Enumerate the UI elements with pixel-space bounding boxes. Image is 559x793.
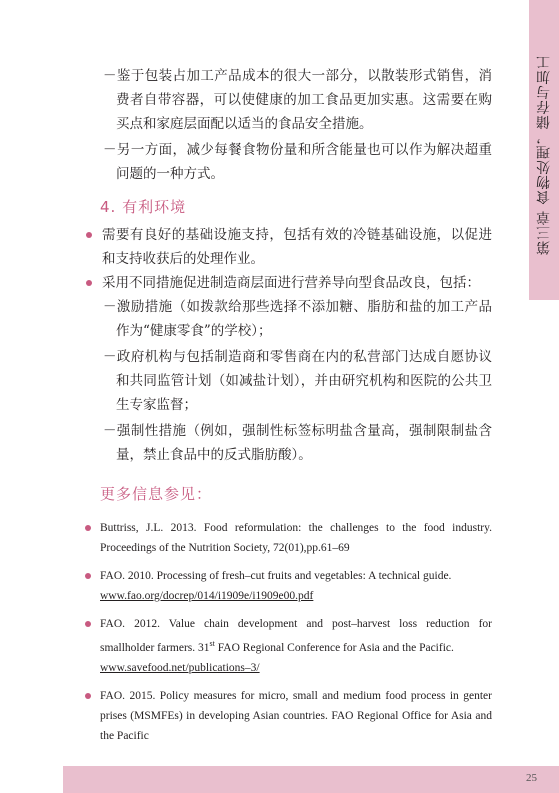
footer-band (63, 766, 559, 793)
more-info-heading: 更多信息参见： (100, 485, 213, 503)
bullet-item: 采用不同措施促进制造商层面进行营养导向型食品改良，包括： (82, 271, 492, 295)
reference-text: FAO. 2012. Value chain development and post–harvest loss reduction for smallholder farmers. 31 (100, 618, 492, 654)
reference-text: FAO Regional Conference for Asia and the Pacific. (214, 641, 454, 654)
reference-link[interactable]: www.savefood.net/publications–3/ (100, 661, 260, 674)
reference-item (82, 566, 492, 606)
reference-item (82, 518, 492, 558)
section-heading: 4. 有利环境 (100, 198, 187, 216)
superscript: st (209, 639, 215, 648)
chapter-title: 第三章 食物处理，储存与加工 (536, 54, 552, 256)
list-subitem: －另一方面，减少每餐食物份量和所含能量也可以作为解决超重问题的一种方式。 (103, 142, 492, 182)
reference-item (82, 614, 492, 678)
reference-text: Buttriss, J.L. 2013. Food reformulation: the challenges to the food industry. Proceedings of the Nutrition Society, 72(01),pp.61–69 (100, 522, 492, 554)
reference-text: FAO. 2015. Policy measures for micro, small and medium food process in genter prises (MSMFEs) in developing Asian countries. FAO Regional Office for Asia and the Pacific (100, 689, 492, 742)
page-content (82, 64, 492, 754)
reference-link[interactable]: www.fao.org/docrep/014/i1909e/i1909e00.pdf (100, 590, 314, 602)
reference-text: FAO. 2010. Processing of fresh–cut fruits and vegetables: A technical guide. (100, 570, 452, 582)
list-subitem: －激励措施（如拨款给那些选择不添加糖、脂肪和盐的加工产品作为“健康零食”的学校）； (103, 299, 492, 339)
list-subitem: －强制性措施（例如，强制性标签标明盐含量高，强制限制盐含量，禁止食品中的反式脂肪酸）。 (103, 423, 492, 463)
list-subitem: －鉴于包装占加工产品成本的很大一部分，以散装形式销售，消费者自带容器，可以使健康的加工食品更加实惠。这需要在购买点和家庭层面配以适当的食品安全措施。 (103, 68, 492, 132)
reference-item (82, 686, 492, 746)
bullet-item: 需要有良好的基础设施支持，包括有效的冷链基础设施，以促进和支持收获后的处理作业。 (82, 223, 492, 271)
list-subitem: －政府机构与包括制造商和零售商在内的私营部门达成自愿协议和共同监管计划（如减盐计划），并由研究机构和医院的公共卫生专家监督； (103, 349, 492, 413)
page-number: 25 (526, 772, 537, 784)
